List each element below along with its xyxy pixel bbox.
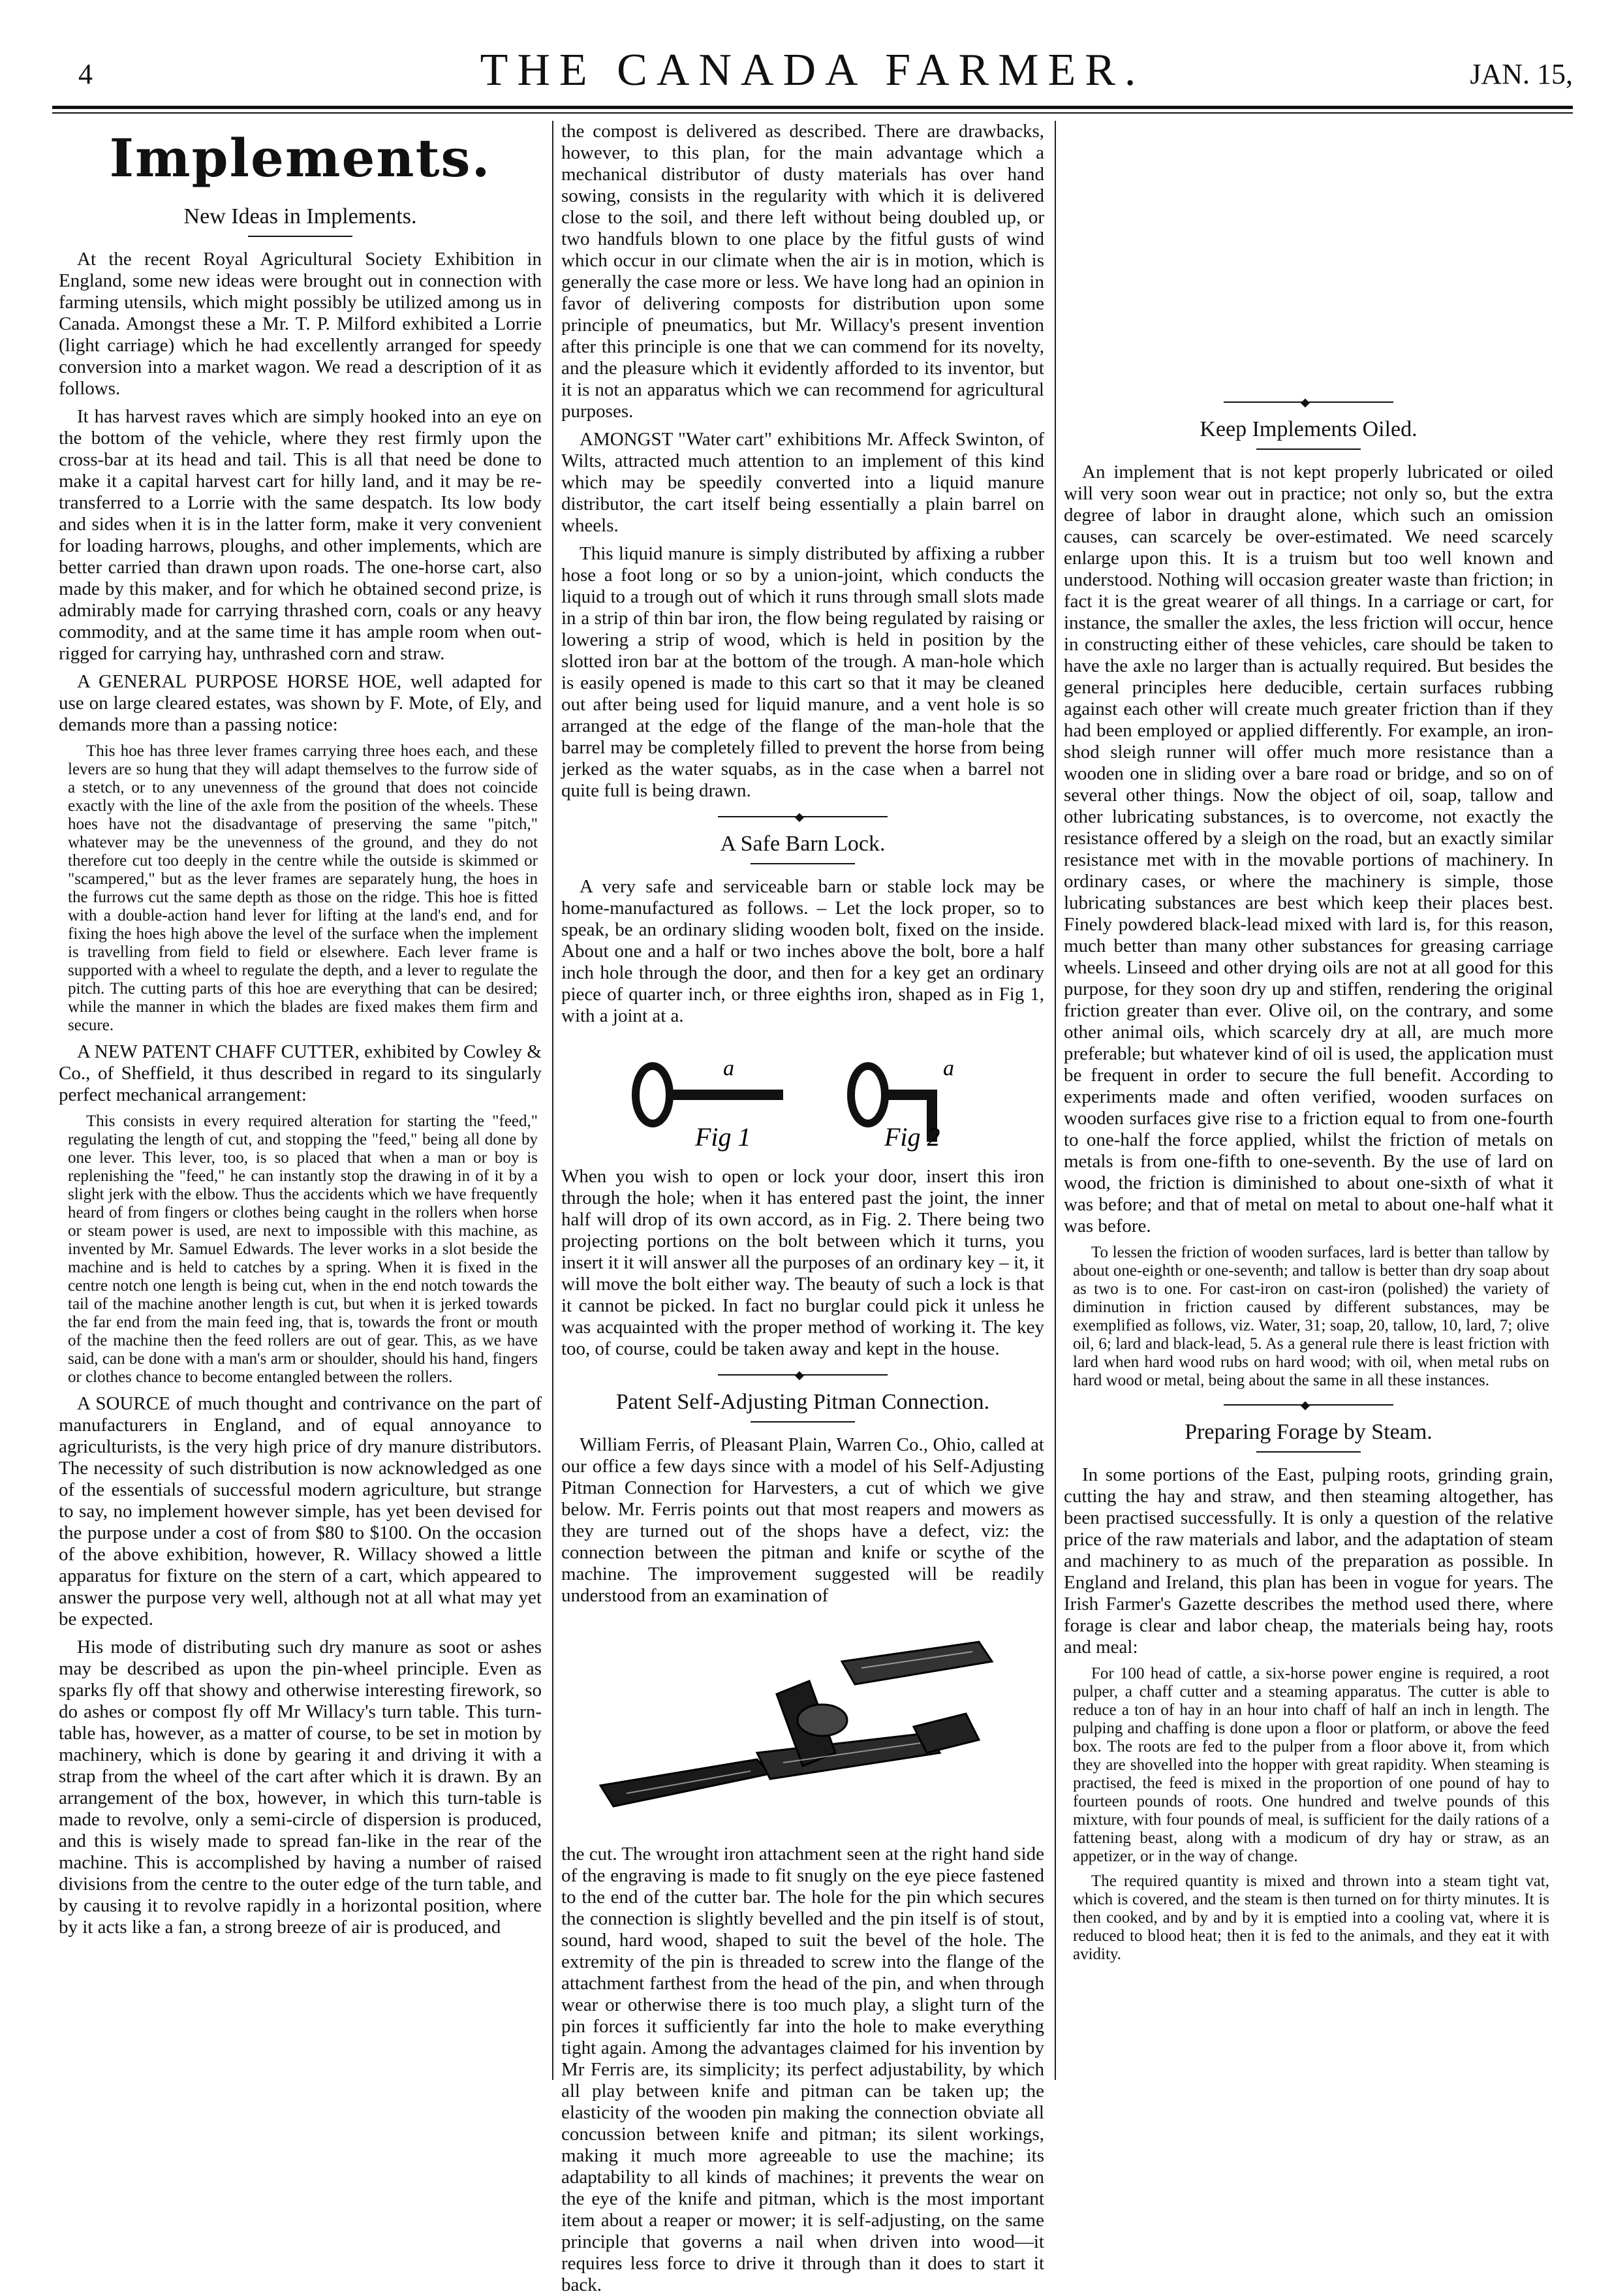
- quote-paragraph: To lessen the friction of wooden surfaces, lard is better than tallow by about one-eighth or one-seventh; and tallow is better than dry soap about as two is to one. For cast-iron on cast-iron (polished) the variety of diminution in friction caused by different substances, may be exemplified as follows, viz. Water, 31; soap, 20, tallow, 10, lard, 7; olive oil, 6; lard and black-lead, 5. As a general rule there is least friction with lard when hard wood rubs on hard wood; with oil, when metal rubs on hard wood or metal, being about the same in all these instances.: [1073, 1244, 1549, 1389]
- paragraph: William Ferris, of Pleasant Plain, Warren Co., Ohio, called at our office a few days since with a model of his Self-Adjusting Pitman Connection for Harvesters, a cut of which we give below. Mr. Ferris points out that most reapers and mowers as they are turned out of the shops have a defect, viz: the connection between the pitman and knife or scythe of the machine. The improvement suggested will be readily understood from an examination of: [561, 1434, 1044, 1606]
- column-divider: [552, 121, 553, 2080]
- paragraph: AMONGST "Water cart" exhibitions Mr. Affeck Swinton, of Wilts, attracted much attention to an implement of this kind which may be speedily converted into a liquid manure distributor, the cart itself being essentially a plain barrel on wheels.: [561, 429, 1044, 536]
- header-rule-thin: [52, 112, 1573, 114]
- header-rule: [52, 106, 1573, 109]
- paragraph: In some portions of the East, pulping roots, grinding grain, cutting the hay and straw, and then steaming altogether, has been practised successfully. It is only a question of the relative price of the raw materials and labor, and the adaptation of steam and machinery to as much of the preparation as possible. In England and Ireland, this plan has been in vogue for years. The Irish Farmer's Gazette describes the method used there, where forage is clear and labor cheap, the materials being hay, roots and meal:: [1064, 1464, 1553, 1658]
- quote-paragraph: The required quantity is mixed and thrown into a steam tight vat, which is covered, and the steam is then turned on for thirty minutes. It is then cooked, and by and by it is emptied into a cooling vat, where it is reduced to blood heat; then it is fed to the animals, and they eat it with avidity.: [1073, 1872, 1549, 1963]
- paragraph: A NEW PATENT CHAFF CUTTER, exhibited by Cowley & Co., of Sheffield, it thus described in regard to its singularly perfect mechanical arrangement:: [59, 1041, 542, 1105]
- column-3: [1064, 121, 1553, 2080]
- ornament-divider: ◆: [1224, 401, 1393, 403]
- key-fig-2: [851, 1056, 954, 1152]
- article-title: Keep Implements Oiled.: [1200, 417, 1418, 441]
- article-title: Preparing Forage by Steam.: [1185, 1420, 1433, 1444]
- title-rule: [1256, 1451, 1361, 1453]
- article-title: Patent Self-Adjusting Pitman Connection.: [615, 1390, 990, 1414]
- fig-2-joint-label: a: [943, 1056, 954, 1080]
- title-rule: [1256, 448, 1361, 450]
- paragraph: A very safe and serviceable barn or stable lock may be home-manufactured as follows. – Let the lock proper, so to speak, be an ordinary sliding wooden bolt, fixed on the inside. About one and a half or two inches above the bolt, bore a half inch hole through the door, and then for a key get an ordinary piece of quarter inch, or three eighths iron, shaped as in Fig 1, with a joint at a.: [561, 876, 1044, 1026]
- issue-date: JAN. 15,: [1470, 58, 1573, 90]
- key-figure-illustration: [561, 1043, 1044, 1154]
- ornament-divider: ◆: [718, 1374, 888, 1376]
- key-fig-1: [636, 1056, 783, 1152]
- column-1: [59, 121, 542, 2080]
- paragraph: the compost is delivered as described. There are drawbacks, however, to this plan, for the main advantage which a mechanical distributor of dusty materials has over hand sowing, consists in the regularity with which it is delivered close to the soil, and there left without being doubled up, or two handfuls blown to one place by the fitful gusts of wind which occur in our climate when the air is in motion, which is generally the case more or less. We have long had an opinion in favor of delivering composts for distribution upon some principle of pneumatics, but Mr. Willacy's present invention after this principle is one that we can commend for its novelty, and the pleasure which it evidently afforded to its inventor, but it is not an apparatus which we can recommend for agricultural purposes.: [561, 121, 1044, 422]
- page-header: [52, 26, 1573, 104]
- column-2: [561, 121, 1044, 2295]
- paragraph: the cut. The wrought iron attachment seen at the right hand side of the engraving is made to fit snugly on the eye piece fastened to the end of the cutter bar. The hole for the pin which secures the connection is slightly bevelled and the pin itself is of stout, sound, hard wood, shaped to suit the bevel of the hole. The extremity of the pin is threaded to screw into the flange of the attachment farthest from the head of the pin, and when through wear or otherwise there is too much play, a slight turn of the pin forces it sufficiently far into the hole to make everything tight again. Among the advantages claimed for his invention by Mr Ferris are, its simplicity; its perfect adjustability, by which all play between knife and pitman can be taken up; the elasticity of the wooden pin making the connection obviate all concussion between knife and pitman; its silent workings, making it much more agreeable to use the machine; its adaptability to all kinds of machines; it prevents the wear on the eye of the knife and pitman, which is the most important item about a reaper or mower; it is self-adjusting, on the same principle that governs a nail when driven into wood—it requires less force to drive it through than it does to start it back.: [561, 1844, 1044, 2295]
- paragraph: A SOURCE of much thought and contrivance on the part of manufacturers in England, and of equal annoyance to agriculturists, is the very high price of dry manure distributors. The necessity of such distribution is now acknowledged as one of the essentials of successful modern agriculture, but strange to say, no implement however simple, has yet been devised for the purpose under a cost of from $80 to $100. On the occasion of the above exhibition, however, R. Willacy showed a little apparatus for fixture on the stern of a cart, which appeared to answer the purpose very well, although not at all what may yet be expected.: [59, 1393, 542, 1629]
- article-title: New Ideas in Implements.: [183, 204, 417, 228]
- fig-1-caption: Fig 1: [695, 1122, 751, 1152]
- masthead: THE CANADA FARMER.: [480, 45, 1145, 95]
- paragraph: When you wish to open or lock your door, insert this iron through the hole; when it has entered past the joint, the inner half will drop of its own accord, as in Fig. 2. There being two projecting portions on the bolt between which it turns, you insert it it will answer all the purposes of an ordinary key – it, it will move the bolt either way. The beauty of such a lock is that it cannot be picked. In fact no burglar could pick it unless he was acquainted with the proper method of working it. The key too, of course, could be taken away and kept in the house.: [561, 1166, 1044, 1359]
- title-rule: [751, 1421, 855, 1423]
- article-title: A Safe Barn Lock.: [720, 832, 886, 856]
- paragraph: This liquid manure is simply distributed by affixing a rubber hose a foot long or so by a union-joint, which conducts the liquid to a trough out of which it runs through small slots made in a strip of thin bar iron, the flow being regulated by raising or lowering a strip of wood, which is held in position by the slotted iron bar at the bottom of the trough. A man-hole which is easily opened is made to this cart so that it may be cleaned out after being used for liquid manure, and a vent hole is so arranged at the edge of the flange of the man-hole that the barrel may be completely filled to prevent the horse from being jerked as the water squabs, as in the case when a barrel not quite full is being drawn.: [561, 543, 1044, 801]
- ornament-divider: ◆: [1224, 1404, 1393, 1406]
- paragraph: It has harvest raves which are simply hooked into an eye on the bottom of the vehicle, where they rest firmly upon the cross-bar at its head and tail. This is all that need be done to make it a capital harvest cart for hilly land, and it may be re-transferred to a Lorrie with the same despatch. Its low body and sides when it is in the latter form, make it very convenient for loading harrows, ploughs, and other implements, which are better carried than drawn upon roads. The one-horse cart, also made by this maker, and for which he obtained second prize, is admirably made for carrying thrashed corn, coals or any heavy commodity, and at the same time it has ample room when out-rigged for carrying hay, unthrashed corn and straw.: [59, 406, 542, 664]
- page-number: 4: [78, 58, 93, 90]
- paragraph: An implement that is not kept properly lubricated or oiled will very soon wear out in practice; not only so, but the extra degree of labor in draught alone, which such an omission causes, can scarcely be over-estimated. We need scarcely enlarge upon this. It is a truism but too well known and understood. Nothing will occasion greater waste than friction; in fact it is the great wearer of all things. In a carriage or cart, for instance, the smaller the axles, the less friction will occur, hence in constructing either of these vehicles, care should be taken to have the axle no larger than is actually required. But besides the general principles here deducible, certain surfaces rubbing against each other will create much greater friction than if they had been employed or applied differently. For example, an iron-shod sleigh runner will offer much more resistance than a wooden one in sliding over a bare road or bridge, and so on of several other things. Now the object of oil, soap, tallow and other lubricating substances, is to overcome, not exactly the resistance offered by a sleigh on the road, but an exactly similar resistance met with in the movable portions of machinery. In ordinary cases, or where the machinery is simple, those lubricating substances are best which keep their places best. Finely powdered black-lead mixed with lard is, for this reason, much better than many other substances for greasing carriage wheels. Linseed and other drying oils are not at all good for this purpose, for they soon dry up and stiffen, rendering the original friction greater than ever. Olive oil, on the contrary, and some other animal oils, which scarcely dry at all, are much more preferable; but whatever kind of oil is used, the application must be frequent in order to secure the full benefit. According to experiments made and often verified, wooden surfaces on wooden surfaces give rise to a friction equal to from one-fourth to one-half the force applied, whilst the friction of metals on metals is from one-fifth to one-seventh. By the use of lard on wood, the friction is diminished to about one-sixth of what it was before; and that of metal on metal to about one-half what it was before.: [1064, 462, 1553, 1236]
- paragraph: At the recent Royal Agricultural Society Exhibition in England, some new ideas were brought out in connection with farming utensils, which might possibly be utilized among us in Canada. Amongst these a Mr. T. P. Milford exhibited a Lorrie (light carriage) which he had excellently arranged for speedy conversion into a market wagon. We read a description of it as follows.: [59, 249, 542, 399]
- paragraph: His mode of distributing such dry manure as soot or ashes may be described as upon the pin-wheel principle. Even as sparks fly off that showy and otherwise interesting firework, so do ashes or compost fly off Mr Willacy's turn table. This turn-table has, however, as a matter of course, to be set in motion by machinery, which is done by gearing it and driving it with a strap from the wheel of the cart after which it is drawn. By an arrangement of the box, however, in which this turn-table is made to revolve, only a semi-circle of dispersion is produced, and this is wisely made to spread fan-like in the rear of the machine. This is accomplished by having a number of raised divisions from the centre to the outer edge of the turn table, and by causing it to revolve rapidly in a horizontal position, where by it acts like a fan, a strong breeze of air is produced, and: [59, 1637, 542, 1938]
- title-rule: [248, 236, 352, 237]
- ornament-divider: ◆: [718, 816, 888, 817]
- quote-paragraph: This consists in every required alteration for starting the "feed," regulating the length of cut, and stopping the "feed," being all done by one lever. This lever, too, is so placed that when a man or boy is replenishing the "feed," he can instantly stop the drawing in of it by a slight jerk with the elbow. Thus the accidents which we have frequently heard of from fingers or clothes being caught in the rollers when horse or steam power is used, are next to impossible with this machine, as invented by Mr. Samuel Edwards. The lever works in a slot beside the machine and is held to catches by a spring. When it is fixed in the centre notch one length is being cut, when in the end notch towards the tail of the machine another length is cut, but when it is jerked towards the far end from the main feed ing, that is, towards the front or mouth of the machine then the feed rollers are out of gear. This, as we have said, can be done with a man's arm or shoulder, should his hand, fingers or clothes chance to become entangled between the rollers.: [68, 1112, 538, 1386]
- section-title: Implements.: [109, 127, 491, 189]
- column-divider: [1055, 121, 1056, 2080]
- title-rule: [751, 863, 855, 864]
- paragraph: A GENERAL PURPOSE HORSE HOE, well adapted for use on large cleared estates, was shown by F. Mote, of Ely, and demands more than a passing notice:: [59, 671, 542, 735]
- quote-paragraph: For 100 head of cattle, a six-horse power engine is required, a root pulper, a chaff cutter and a steaming apparatus. The cutter is able to reduce a ton of hay in an hour into chaff of half an inch in length. The pulping and chaffing is done upon a floor or platform, or above the feed box. The roots are fed to the pulper from a floor above it, from which they are shovelled into the hopper with great rapidity. When steaming is practised, the feed is mixed in the proportion of one pound of hay to fourteen pounds of roots. One hundred and twelve pounds of this mixture, with four pounds of meal, is sufficient for the daily rations of a fattening beast, along with a modicum of dry hay or straw, as an appetizer, or in the way of change.: [1073, 1665, 1549, 1865]
- quote-paragraph: This hoe has three lever frames carrying three hoes each, and these levers are so hung that they will adapt themselves to the furrow side of a stetch, or to any unevenness of the ground that does not coincide exactly with the line of the axle from the position of the wheels. These hoes have not the disadvantage of preserving the same "pitch," whatever may be the unevenness of the ground, and they do not therefore cut too deeply in the centre while the outside is skimmed or "scampered," but as the lever frames are separately hung, the hoes in the furrows cut the same depth as those on the ridge. This hoe is fitted with a double-action hand lever for lifting at the land's end, and for fixing the hoes high above the level of the surface when the implement is travelling from field to field or elsewhere. Each lever frame is supported with a wheel to regulate the depth, and a lever to regulate the pitch. The cutting parts of this hoe are everything that can be desired; while the manner in which the blades are fixed makes them firm and secure.: [68, 742, 538, 1034]
- pitman-connection-engraving: [561, 1622, 1044, 1831]
- fig-2-caption: Fig 2: [884, 1122, 940, 1152]
- fig-1-joint-label: a: [723, 1056, 734, 1080]
